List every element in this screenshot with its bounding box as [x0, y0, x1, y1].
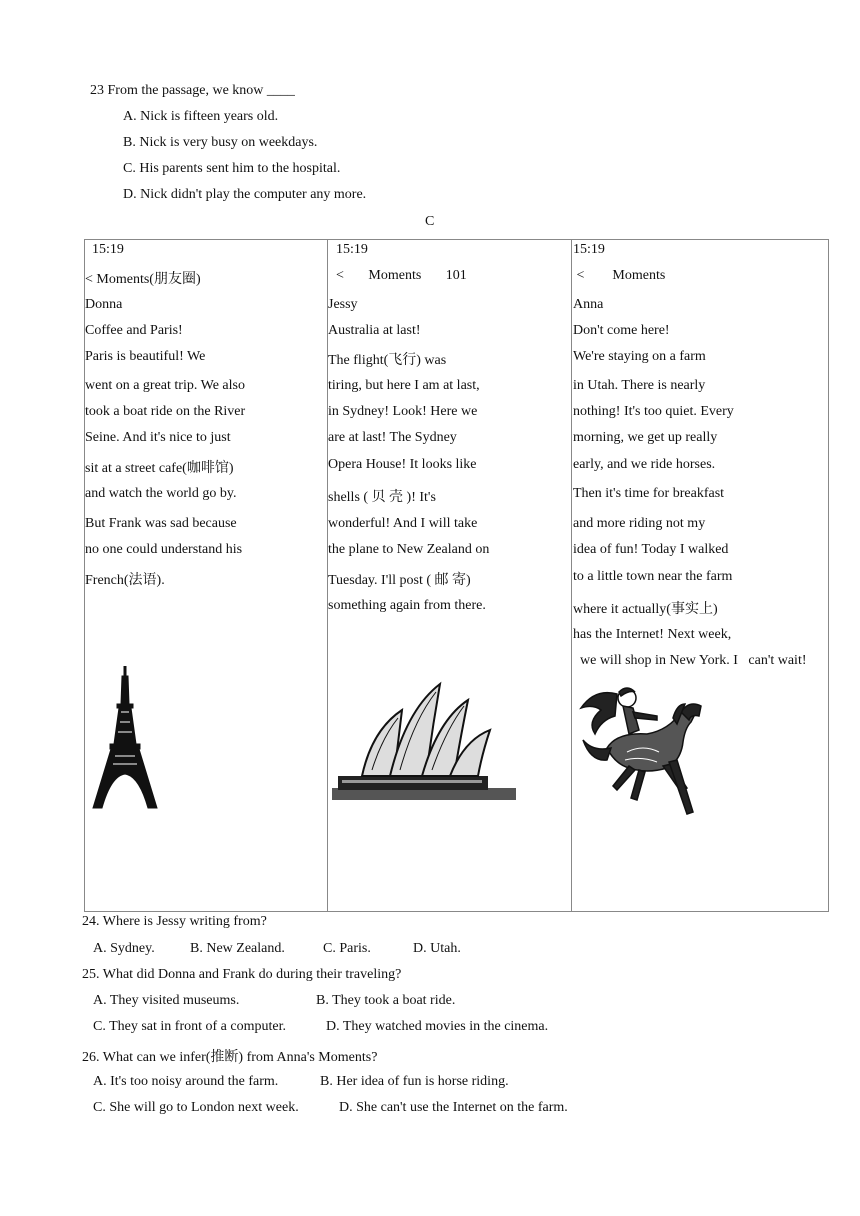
moment-2-line: Opera House! It looks like	[328, 457, 477, 472]
q26-stem: 26. What can we infer(推断) from Anna's Moments?	[82, 1050, 378, 1065]
eiffel-tower-image	[91, 666, 161, 812]
q26-option-a: A. It's too noisy around the farm.	[93, 1074, 279, 1089]
moment-2-line: tiring, but here I am at last,	[328, 378, 480, 393]
moment-2-time: 15:19	[336, 242, 368, 257]
moment-2-line: are at last! The Sydney	[328, 430, 457, 445]
q24-stem: 24. Where is Jessy writing from?	[82, 914, 267, 929]
q25-option-b: B. They took a boat ride.	[316, 993, 456, 1008]
moment-3-line: nothing! It's too quiet. Every	[573, 404, 734, 419]
moment-3-line: has the Internet! Next week,	[573, 627, 732, 642]
moment-2-line: something again from there.	[328, 598, 486, 613]
moment-3-line: and more riding not my	[573, 516, 706, 531]
q24-option-c: C. Paris.	[323, 941, 371, 956]
q24-option-d: D. Utah.	[413, 941, 461, 956]
moment-3-line: Then it's time for breakfast	[573, 486, 725, 501]
q23-option-b: B. Nick is very busy on weekdays.	[123, 135, 318, 150]
q25-option-a: A. They visited museums.	[93, 993, 240, 1008]
moment-3-line: in Utah. There is nearly	[573, 378, 706, 393]
q25-option-c: C. They sat in front of a computer.	[93, 1019, 286, 1034]
moment-2-line: shells ( 贝 壳 )! It's	[328, 490, 436, 505]
moment-2-header: < Moments 101	[336, 268, 467, 283]
q26-option-c: C. She will go to London next week.	[93, 1100, 299, 1115]
moment-1-line: French(法语).	[85, 573, 165, 588]
moment-3-name: Anna	[573, 297, 604, 312]
moment-3-line: early, and we ride horses.	[573, 457, 716, 472]
moment-1-line: Paris is beautiful! We	[85, 349, 206, 364]
sydney-opera-house-image	[332, 680, 516, 802]
moment-1-line: Coffee and Paris!	[85, 323, 183, 338]
moment-2-line: in Sydney! Look! Here we	[328, 404, 478, 419]
moment-2-line: Australia at last!	[328, 323, 421, 338]
moment-3-line: where it actually(事实上)	[573, 602, 718, 617]
moment-1-line: Seine. And it's nice to just	[85, 430, 231, 445]
moment-1-header: < Moments(朋友圈)	[85, 272, 201, 287]
q24-option-a: A. Sydney.	[93, 941, 155, 956]
q23-option-a: A. Nick is fifteen years old.	[123, 109, 279, 124]
moment-2-line: wonderful! And I will take	[328, 516, 478, 531]
moment-1-line: no one could understand his	[85, 542, 243, 557]
q25-option-d: D. They watched movies in the cinema.	[326, 1019, 549, 1034]
q25-stem: 25. What did Donna and Frank do during their traveling?	[82, 967, 402, 982]
moment-2-line: the plane to New Zealand on	[328, 542, 490, 557]
moment-2-line: The flight(飞行) was	[328, 353, 447, 368]
q26-option-d: D. She can't use the Internet on the farm.	[339, 1100, 568, 1115]
moment-3-line: morning, we get up really	[573, 430, 718, 445]
moment-1-line: went on a great trip. We also	[85, 378, 245, 393]
q23-stem: 23 From the passage, we know ____	[90, 83, 295, 98]
moment-3-header: < Moments	[573, 268, 666, 283]
moment-1-line: and watch the world go by.	[85, 486, 237, 501]
moment-3-line: we will shop in New York. I can't wait!	[573, 653, 807, 668]
moment-3-line: We're staying on a farm	[573, 349, 706, 364]
moment-3-line: to a little town near the farm	[573, 569, 733, 584]
moment-3-line: Don't come here!	[573, 323, 670, 338]
q24-option-b: B. New Zealand.	[190, 941, 285, 956]
moment-2-line: Tuesday. I'll post ( 邮 寄)	[328, 573, 471, 588]
moment-1-line: sit at a street cafe(咖啡馆)	[85, 461, 234, 476]
moment-3-line: idea of fun! Today I walked	[573, 542, 729, 557]
section-label: C	[425, 214, 435, 229]
moment-3-time: 15:19	[573, 242, 605, 257]
moment-1-name: Donna	[85, 297, 123, 312]
q23-option-d: D. Nick didn't play the computer any more.	[123, 187, 367, 202]
q26-option-b: B. Her idea of fun is horse riding.	[320, 1074, 509, 1089]
moment-2-name: Jessy	[328, 297, 358, 312]
q23-option-c: C. His parents sent him to the hospital.	[123, 161, 341, 176]
moment-1-line: took a boat ride on the River	[85, 404, 246, 419]
moment-1-line: But Frank was sad because	[85, 516, 237, 531]
girl-riding-horse-image	[577, 682, 707, 824]
moments-table	[84, 239, 829, 912]
moment-1-time: 15:19	[92, 242, 124, 257]
